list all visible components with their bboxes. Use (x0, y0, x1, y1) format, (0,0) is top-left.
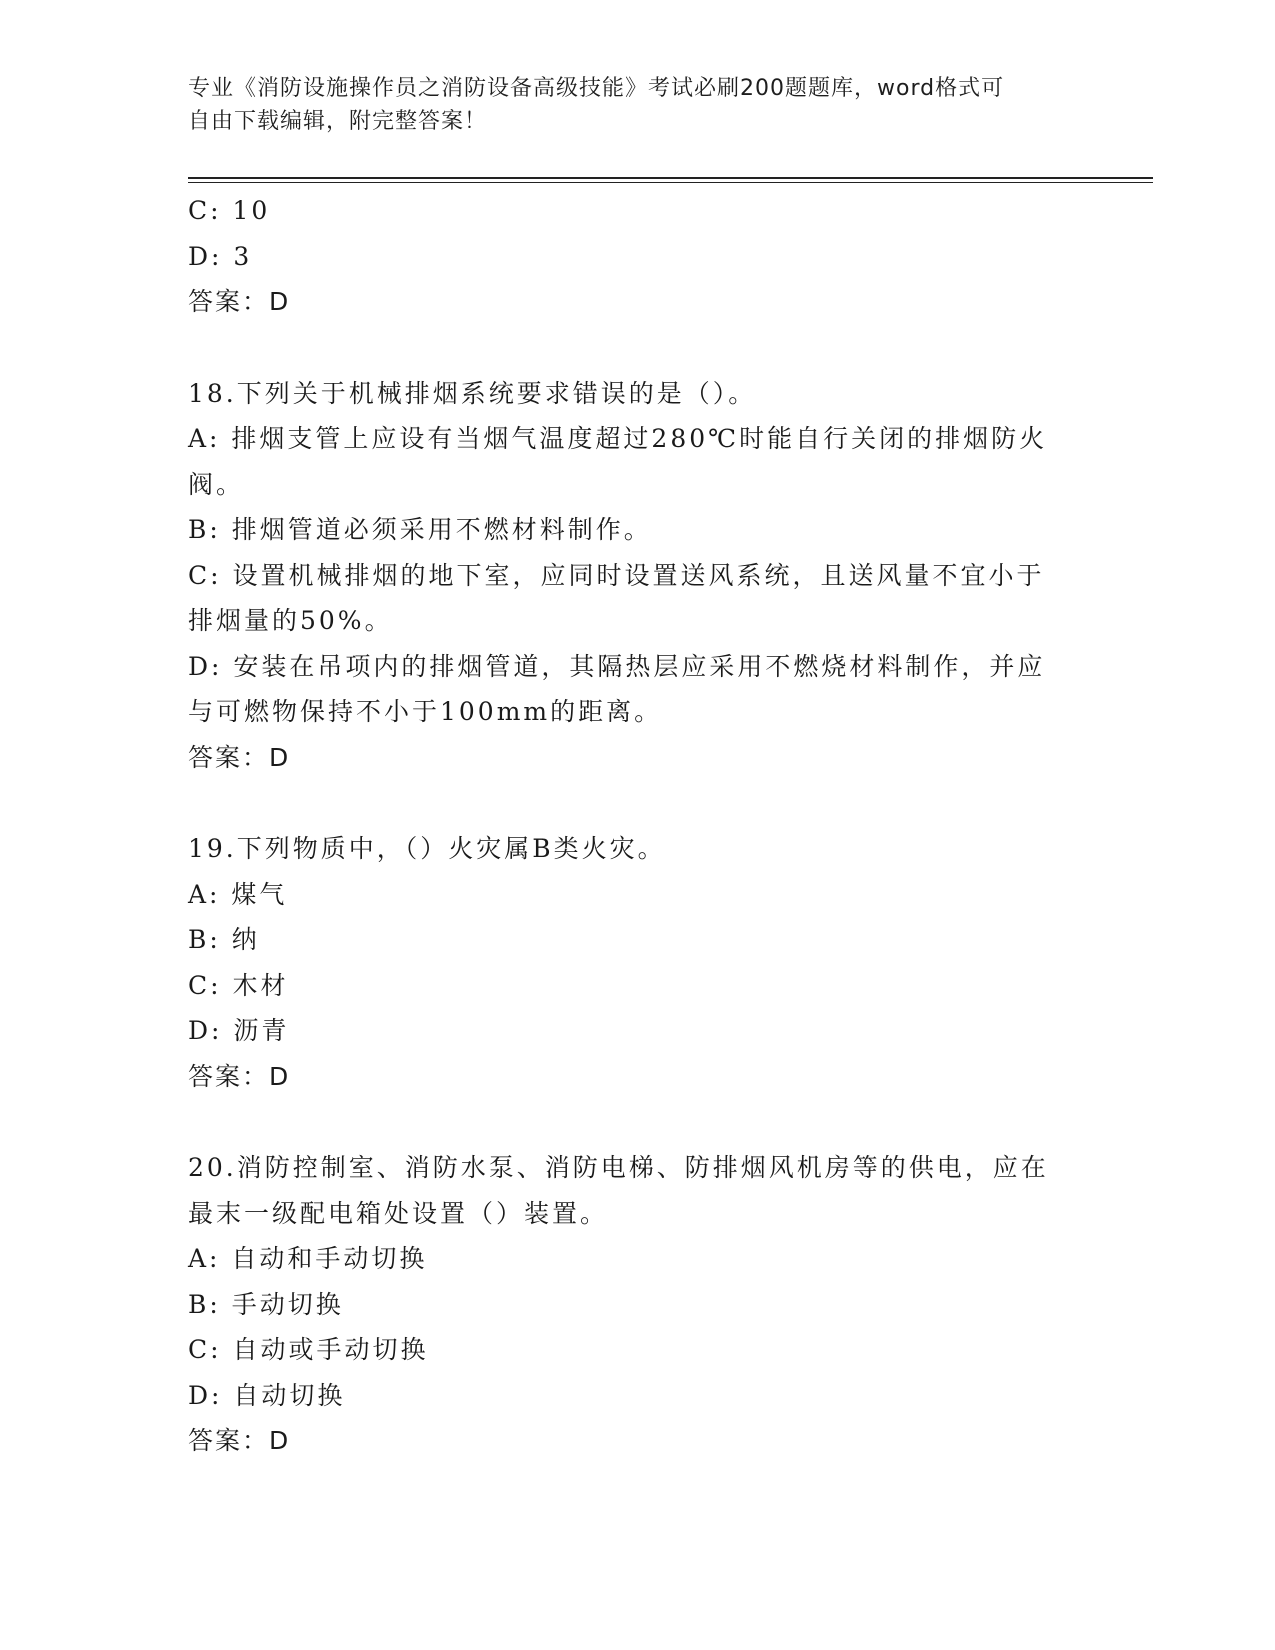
question-17-continued (188, 188, 1088, 325)
answer: 答案：D (188, 1426, 291, 1455)
document-header (188, 72, 1088, 138)
option-a-continued: 阀。 (188, 469, 245, 499)
header-line-1: 专业《消防设施操作员之消防设备高级技能》考试必刷200题题库，word格式可 (188, 76, 1005, 101)
option-c: C: 设置机械排烟的地下室，应同时设置送风系统，且送风量不宜小于 (188, 560, 1045, 590)
question-stem: 20.消防控制室、消防水泵、消防电梯、防排烟风机房等的供电，应在 (188, 1153, 1049, 1182)
answer: 答案：D (188, 1061, 291, 1091)
question-stem-continued: 最末一级配电箱处设置（）装置。 (188, 1198, 609, 1228)
question-20 (188, 1145, 1088, 1464)
header-divider-thin (188, 182, 1153, 183)
question-stem: 19.下列物质中，（）火灾属B类火灾。 (188, 834, 666, 863)
spacer (188, 1099, 1088, 1145)
answer: 答案：D (188, 287, 291, 316)
spacer (188, 325, 1088, 371)
option-d: D: 自动切换 (188, 1380, 346, 1410)
option-c: C: 10 (188, 196, 271, 225)
option-b: B: 排烟管道必须采用不燃材料制作。 (188, 515, 652, 544)
option-a: A: 排烟支管上应设有当烟气温度超过280℃时能自行关闭的排烟防火 (188, 424, 1048, 453)
spacer (188, 780, 1088, 826)
option-c: C: 木材 (188, 970, 289, 1000)
option-b: B: 纳 (188, 925, 260, 954)
option-d: D: 安装在吊项内的排烟管道，其隔热层应采用不燃烧材料制作，并应 (188, 651, 1046, 681)
header-line-2: 自由下载编辑，附完整答案！ (188, 109, 488, 134)
header-divider (188, 177, 1153, 179)
question-19 (188, 826, 1088, 1099)
option-d-continued: 与可燃物保持不小于100mm的距离。 (188, 697, 663, 726)
option-d: D: 沥青 (188, 1016, 290, 1045)
question-stem: 18.下列关于机械排烟系统要求错误的是（）。 (188, 378, 757, 408)
option-a: A: 自动和手动切换 (188, 1244, 428, 1273)
option-a: A: 煤气 (188, 879, 288, 909)
option-d: D: 3 (188, 241, 253, 271)
option-b: B: 手动切换 (188, 1289, 344, 1319)
option-c-continued: 排烟量的50%。 (188, 606, 393, 635)
option-c: C: 自动或手动切换 (188, 1335, 429, 1364)
question-list (188, 188, 1088, 1464)
answer: 答案：D (188, 742, 291, 772)
question-18 (188, 371, 1088, 781)
